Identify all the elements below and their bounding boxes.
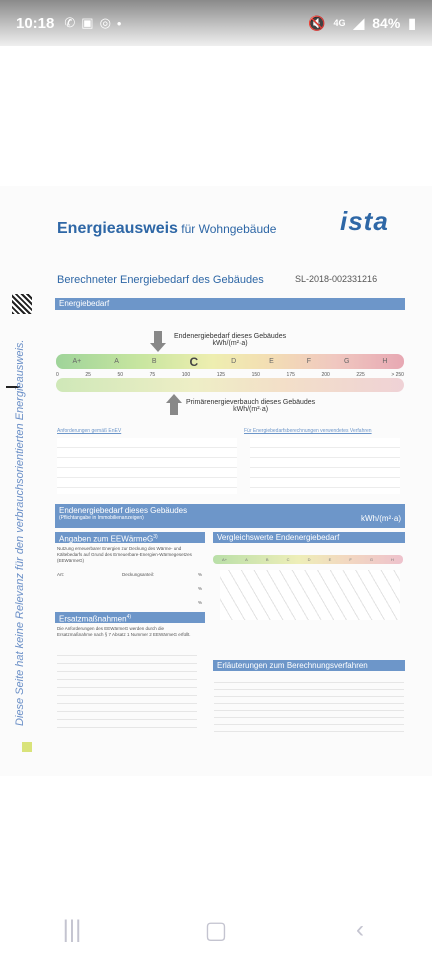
notification-icons <box>64 15 121 31</box>
compare-title: Vergleichswerte Endenergiebedarf <box>213 532 405 543</box>
eew-percent-2: % <box>198 586 203 591</box>
end-energy-label <box>174 333 286 347</box>
scale-tick-5: 125 <box>216 372 226 378</box>
document-title <box>57 220 276 238</box>
explain-title: Erläuterungen zum Berechnungsverfahren <box>213 660 405 671</box>
scale-tick-2: 50 <box>117 372 124 378</box>
compare-class-5: E <box>328 557 332 562</box>
ersatz-heading: Ersatzmaßnahmen$^{4)}$ <box>55 612 205 623</box>
eew-percent-3: % <box>198 600 203 605</box>
gallery-icon: ▣ <box>81 15 94 30</box>
home-button[interactable]: ▢ <box>204 916 228 944</box>
section-heading: Berechneter Energiebedarf des Gebäudes <box>57 274 264 286</box>
scale-tick-6: 150 <box>251 372 260 378</box>
dot-icon: • <box>116 15 122 31</box>
block-title: Endenergiebedarf dieses Gebäudes <box>59 506 188 515</box>
ersatz-details <box>57 648 197 734</box>
compare-class-7: G <box>369 557 373 562</box>
scale-tick-4: 100 <box>181 372 191 378</box>
whatsapp-icon: ◎ <box>99 15 111 30</box>
eew-share: Deckungsanteil: <box>122 572 155 577</box>
compare-class-0: A+ <box>222 557 228 562</box>
clock: 10:18 <box>16 14 55 32</box>
missed-call-icon: ✆ <box>64 15 76 30</box>
primary-energy-scale <box>56 378 404 392</box>
energy-scale <box>56 354 404 369</box>
compare-labels <box>220 570 400 620</box>
scale-class-6: F <box>306 358 311 365</box>
primary-energy-unit: kWh/(m²·a) <box>233 406 269 413</box>
compare-class-1: A <box>245 557 248 562</box>
title-rest: für Wohngebäude <box>177 222 277 236</box>
compare-scale <box>213 555 403 564</box>
end-energy-block <box>55 504 405 528</box>
battery-level: 84% <box>372 15 401 31</box>
eew-art: Art: <box>57 572 65 577</box>
scale-class-5: E <box>269 358 274 365</box>
end-energy-text: Endenergiebedarf dieses Gebäudes <box>174 333 287 340</box>
page-marker <box>22 742 32 752</box>
document-image[interactable] <box>0 186 432 776</box>
energy-bar-title: Energiebedarf <box>55 298 405 310</box>
mute-icon: 🔇 <box>308 14 326 31</box>
scale-class-0: A+ <box>72 358 82 365</box>
compare-class-8: H <box>391 557 394 562</box>
network-indicator: 4G <box>333 18 346 28</box>
signal-icon: ◢ <box>353 14 365 31</box>
scale-class-1: A <box>114 358 119 365</box>
primary-energy-label <box>186 399 315 413</box>
explain-text <box>214 676 404 732</box>
compare-class-4: D <box>307 557 311 562</box>
compare-class-3: C <box>286 557 290 562</box>
requirements-table <box>57 438 237 494</box>
ista-logo: ista <box>340 206 389 236</box>
recent-apps-button[interactable]: ||| <box>62 916 82 943</box>
ersatz-description: Die Anforderungen des EEWärmeG werden durch die Ersatzmaßnahme nach § 7 Absatz 1 Nummer 2 EEWärmeG erfüllt. <box>57 626 191 637</box>
scale-tick-8: 200 <box>321 372 330 378</box>
scale-tick-9: 225 <box>356 372 365 378</box>
ersatz-title: Ersatzmaßnahmen <box>59 614 127 624</box>
scale-class-8: H <box>382 358 388 365</box>
back-button[interactable]: ‹ <box>356 916 364 943</box>
scale-tick-1: 25 <box>85 372 91 378</box>
scale-tick-10: > 250 <box>391 372 404 378</box>
scale-tick-0: 0 <box>56 372 59 378</box>
block-unit: kWh/(m²·a) <box>361 514 401 523</box>
status-bar <box>0 0 432 46</box>
method-table <box>250 438 400 494</box>
compare-class-6: F <box>349 557 352 562</box>
primary-energy-text: Primärenergieverbauch dieses Gebäudes <box>186 399 316 406</box>
scale-tick-7: 175 <box>286 372 295 378</box>
navigation-bar <box>0 900 432 960</box>
eew-percent-1: % <box>198 572 203 577</box>
compare-class-2: B <box>265 557 269 562</box>
registration-number: SL-2018-002331216 <box>295 274 378 284</box>
eew-title: Angaben zum EEWärmeG <box>59 534 154 544</box>
scale-tick-3: 75 <box>149 372 156 378</box>
end-energy-unit: kWh/(m²·a) <box>212 340 248 347</box>
scale-class-2: B <box>151 358 157 365</box>
eew-description: Nutzung erneuerbarer Energien zur Deckung des Wärme- und Kältebedarfs auf Grund des Erneuerbare-Energien-Wärmegesetzes (EEWärmeG) <box>57 546 192 563</box>
eew-heading: Angaben zum EEWärmeG$^{3)}$ <box>55 532 205 543</box>
title-bold: Energieausweis <box>57 220 178 237</box>
qr-code-icon <box>12 294 32 314</box>
scale-class-4: D <box>231 358 237 365</box>
scale-class-3: C <box>189 354 199 369</box>
right-link: Für Energiebedarfsberechnungen verwendetes Verfahren <box>244 428 372 434</box>
block-subtitle: (Pflichtangabe in Immobilienanzeigen) <box>59 515 144 521</box>
battery-icon: ▮ <box>408 14 416 31</box>
left-link: Anforderungen gemäß EnEV <box>57 428 122 434</box>
scale-class-7: G <box>343 358 350 365</box>
side-note: Diese Seite hat keine Relevanz für den verbrauchsorientierten Energieausweis. <box>14 339 26 726</box>
